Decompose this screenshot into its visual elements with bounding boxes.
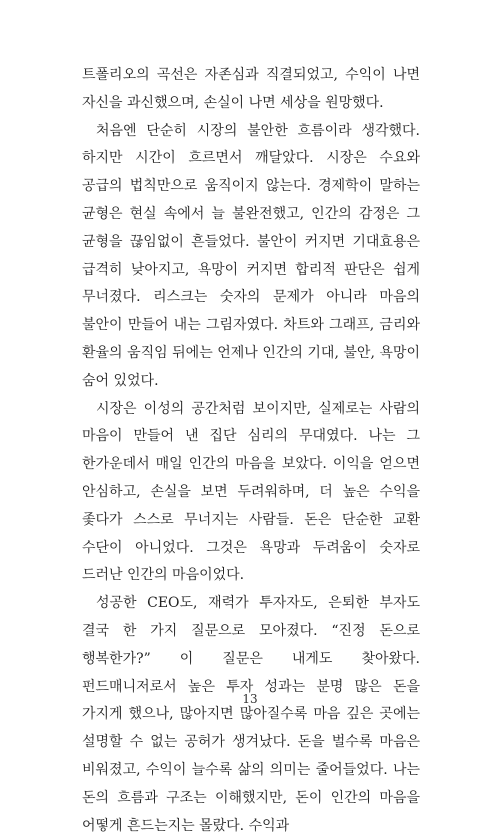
paragraph: 성공한 CEO도, 재력가 투자자도, 은퇴한 부자도 결국 한 가지 질문으로 모아졌다. “진정 돈으로 행복한가?” 이 질문은 내게도 찾아왔다. 펀드매니저로서 높은 투자 성과는 분명 많은 돈을 가지게 했으나, 많아지면 많아질수록 마음 깊은 곳에는 설명할 수 없는 공허가 생겨났다. 돈을 벌수록 마음은 비워졌고, 수익이 늘수록 삶의 의미는 줄어들었다. 나는 돈의 흐름과 구조는 이해했지만, 돈이 인간의 마음을 어떻게 흔드는지는 몰랐다. 수익과 [82,595,420,834]
body-text [82,62,420,840]
paragraph: 처음엔 단순히 시장의 불안한 흐름이라 생각했다. 하지만 시간이 흐르면서 깨달았다. 시장은 수요와 공급의 법칙만으로 움직이지 않는다. 경제학이 말하는 균형은 현실 속에서 늘 불완전했고, 인간의 감정은 그 균형을 끊임없이 흔들었다. 불안이 커지면 기대효용은 급격히 낮아지고, 욕망이 커지면 합리적 판단은 쉽게 무너졌다. 리스크는 숫자의 문제가 아니라 마음의 불안이 만들어 내는 그림자였다. 차트와 그래프, 금리와 환율의 움직임 뒤에는 언제나 인간의 기대, 불안, 욕망이 숨어 있었다. [82,122,420,389]
page-number: 13 [242,692,258,706]
paragraph-continued: 트폴리오의 곡선은 자존심과 직결되었고, 수익이 나면 자신을 과신했으며, 손실이 나면 세상을 원망했다. [82,67,420,111]
paragraph: 시장은 이성의 공간처럼 보이지만, 실제로는 사람의 마음이 만들어 낸 집단 심리의 무대였다. 나는 그 한가운데서 매일 인간의 마음을 보았다. 이익을 얻으면 안심하고, 손실을 보면 두려워하며, 더 높은 수익을 좇다가 스스로 무너지는 사람들. 돈은 단순한 교환 수단이 아니었다. 그것은 욕망과 두려움이 숫자로 드러난 인간의 마음이었다. [82,400,420,584]
